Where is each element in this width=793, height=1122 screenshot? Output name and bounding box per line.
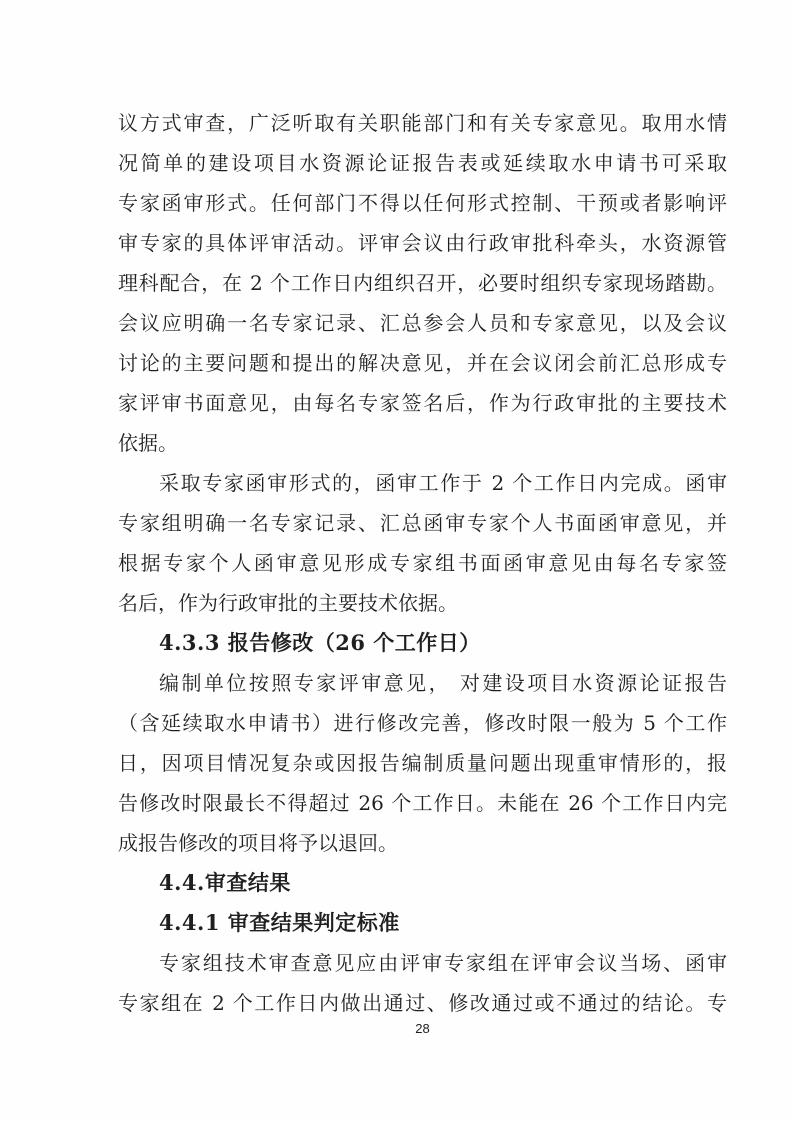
text-line: 理科配合，在 2 个工作日内组织召开，必要时组织专家现场踏勘。 <box>118 271 727 295</box>
text-line: 会议应明确一名专家记录、汇总参会人员和专家意见，以及会议 <box>118 311 727 335</box>
heading-line: 4.3.3 报告修改（26 个工作日） <box>159 630 481 655</box>
text-line: 编制单位按照专家评审意见， 对建设项目水资源论证报告 <box>159 671 727 695</box>
text-line: 告修改时限最长不得超过 26 个工作日。未能在 26 个工作日内完 <box>118 791 727 815</box>
section-heading <box>118 623 727 663</box>
paragraph <box>118 103 727 463</box>
text-line: 况简单的建设项目水资源论证报告表或延续取水申请书可采取 <box>118 151 727 175</box>
paragraph <box>118 463 727 623</box>
text-line: 审专家的具体评审活动。评审会议由行政审批科牵头，水资源管 <box>118 231 727 255</box>
text-line: 采取专家函审形式的，函审工作于 2 个工作日内完成。函审 <box>159 471 727 495</box>
text-line: 专家函审形式。任何部门不得以任何形式控制、干预或者影响评 <box>118 191 727 215</box>
paragraph <box>118 663 727 863</box>
text-line: 讨论的主要问题和提出的解决意见，并在会议闭会前汇总形成专 <box>118 351 727 375</box>
text-line: 专家组在 2 个工作日内做出通过、修改通过或不通过的结论。专 <box>118 991 727 1015</box>
heading-line: 4.4.审查结果 <box>159 870 291 895</box>
text-line: 专家组技术审查意见应由评审专家组在评审会议当场、函审 <box>159 951 727 975</box>
paragraph <box>118 943 727 1023</box>
page-number: 28 <box>415 1021 430 1036</box>
text-line: 名后，作为行政审批的主要技术依据。 <box>118 591 458 615</box>
text-line: 根据专家个人函审意见形成专家组书面函审意见由每名专家签 <box>118 551 727 575</box>
text-line: （含延续取水申请书）进行修改完善，修改时限一般为 5 个工作 <box>118 711 727 735</box>
text-line: 家评审书面意见，由每名专家签名后，作为行政审批的主要技术 <box>118 391 727 415</box>
text-line: 议方式审查，广泛听取有关职能部门和有关专家意见。取用水情 <box>118 111 727 135</box>
text-line: 日，因项目情况复杂或因报告编制质量问题出现重审情形的，报 <box>118 751 727 775</box>
heading-line: 4.4.1 审查结果判定标准 <box>159 910 400 935</box>
text-line: 成报告修改的项目将予以退回。 <box>118 831 398 855</box>
text-line: 依据。 <box>118 431 178 455</box>
document-body <box>118 103 727 1023</box>
text-line: 专家组明确一名专家记录、汇总函审专家个人书面函审意见，并 <box>118 511 727 535</box>
section-heading <box>118 863 727 903</box>
section-heading <box>118 903 727 943</box>
